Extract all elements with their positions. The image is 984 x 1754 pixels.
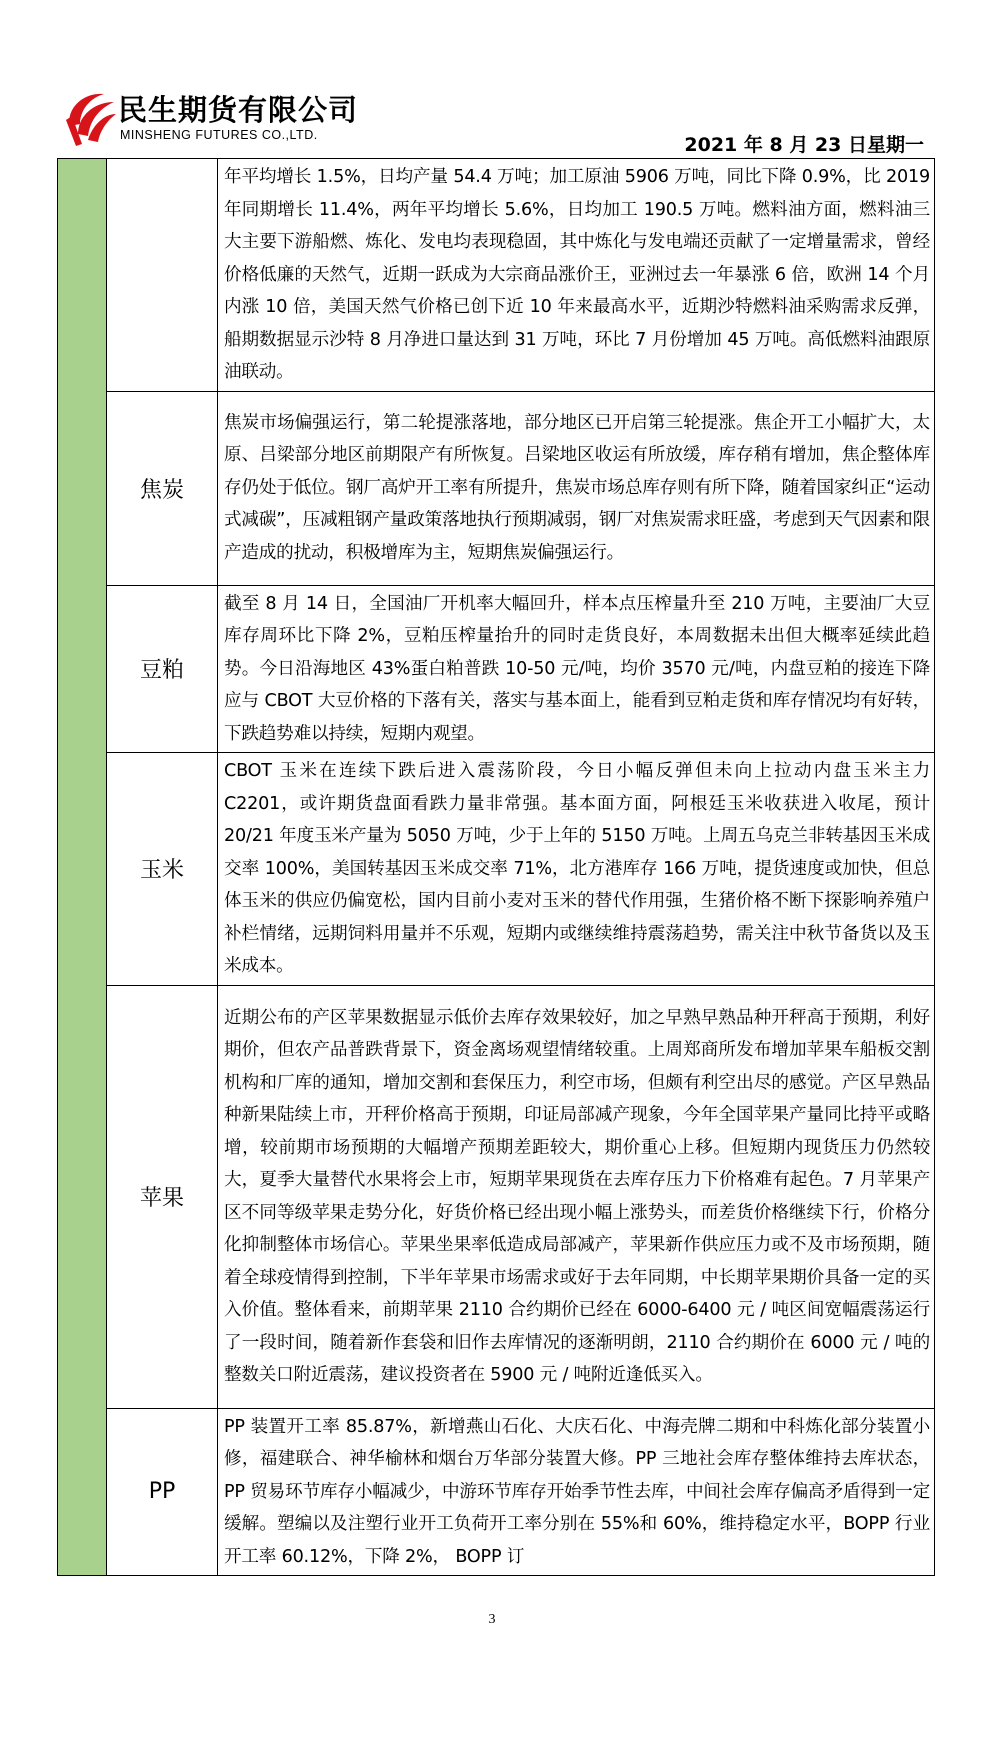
table-row (58, 753, 935, 986)
table-row (58, 159, 935, 392)
commodity-name: PP (107, 1408, 218, 1576)
page-header (0, 0, 984, 160)
commodity-commentary: 截至 8 月 14 日，全国油厂开机率大幅回升，样本点压榨量升至 210 万吨，主要油厂大豆库存周环比下降 2%，豆粕压榨量抬升的同时走货良好，本周数据未出但大概率延续此趋势。今日沿海地区 43%蛋白粕普跌 10-50 元/吨，均价 3570 元/吨，内盘豆粕的接连下降应与 CBOT 大豆价格的下落有关，落实与基本面上，能看到豆粕走货和库存情况均有好转，下跌趋势难以持续，短期内观望。 (218, 585, 935, 753)
commodity-name (107, 159, 218, 392)
company-name-en: MINSHENG FUTURES CO.,LTD. (120, 128, 318, 142)
table-row (58, 391, 935, 585)
commodity-commentary: CBOT 玉米在连续下跌后进入震荡阶段，今日小幅反弹但未向上拉动内盘玉米主力 C2201，或许期货盘面看跌力量非常强。基本面方面，阿根廷玉米收获进入收尾，预计 20/21 年度玉米产量为 5050 万吨，少于上年的 5150 万吨。上周五乌克兰非转基因玉米成交率 100%，美国转基因玉米成交率 71%，北方港库存 166 万吨，提货速度或加快，但总体玉米的供应仍偏宽松，国内目前小麦对玉米的替代作用强，生猪价格不断下探影响养殖户补栏情绪，远期饲料用量并不乐观，短期内或继续维持震荡趋势，需关注中秋节备货以及玉米成本。 (218, 753, 935, 986)
table-row (58, 1408, 935, 1576)
commentary-table (57, 158, 935, 1576)
report-date: 2021 年 8 月 23 日星期一 (684, 134, 924, 156)
commodity-name: 玉米 (107, 753, 218, 986)
commodity-name: 焦炭 (107, 391, 218, 585)
commodity-commentary: 近期公布的产区苹果数据显示低价去库存效果较好，加之早熟早熟品种开秤高于预期，利好期价，但农产品普跌背景下，资金离场观望情绪较重。上周郑商所发布增加苹果车船板交割机构和厂库的通知，增加交割和套保压力，利空市场，但颇有利空出尽的感觉。产区早熟品种新果陆续上市，开秤价格高于预期，印证局部减产现象，今年全国苹果产量同比持平或略增，较前期市场预期的大幅增产预期差距较大，期价重心上移。但短期内现货压力仍然较大，夏季大量替代水果将会上市，短期苹果现货在去库存压力下价格难有起色。7 月苹果产区不同等级苹果走势分化，好货价格已经出现小幅上涨势头，而差货价格继续下行，价格分化抑制整体市场信心。苹果坐果率低造成局部减产，苹果新作供应压力或不及市场预期，随着全球疫情得到控制，下半年苹果市场需求或好于去年同期，中长期苹果期价具备一定的买入价值。整体看来，前期苹果 2110 合约期价已经在 6000-6400 元 / 吨区间宽幅震荡运行了一段时间，随着新作套袋和旧作去库情况的逐渐明朗，2110 合约期价在 6000 元 / 吨的整数关口附近震荡，建议投资者在 5900 元 / 吨附近逢低买入。 (218, 985, 935, 1408)
category-column (58, 159, 107, 1576)
minsheng-logo-icon (64, 86, 118, 146)
table-row (58, 585, 935, 753)
commodity-commentary: 年平均增长 1.5%，日均产量 54.4 万吨；加工原油 5906 万吨，同比下降 0.9%，比 2019 年同期增长 11.4%，两年平均增长 5.6%，日均加工 190.5 万吨。燃料油方面，燃料油三大主要下游船燃、炼化、发电均表现稳固，其中炼化与发电端还贡献了一定增量需求，曾经价格低廉的天然气，近期一跃成为大宗商品涨价王，亚洲过去一年暴涨 6 倍，欧洲 14 个月内涨 10 倍，美国天然气价格已创下近 10 年来最高水平，近期沙特燃料油采购需求反弹，船期数据显示沙特 8 月净进口量达到 31 万吨，环比 7 月份增加 45 万吨。高低燃料油跟原油联动。 (218, 159, 935, 392)
page-number: 3 (488, 1612, 496, 1627)
table-row (58, 985, 935, 1408)
commodity-name: 苹果 (107, 985, 218, 1408)
commodity-commentary: PP 装置开工率 85.87%，新增燕山石化、大庆石化、中海壳牌二期和中科炼化部分装置小修，福建联合、神华榆林和烟台万华部分装置大修。PP 三地社会库存整体维持去库状态，PP 贸易环节库存小幅减少，中游环节库存开始季节性去库，中间社会库存偏高矛盾得到一定缓解。塑编以及注塑行业开工负荷开工率分别在 55%和 60%，维持稳定水平，BOPP 行业开工率 60.12%，下降 2%， BOPP 订 (218, 1408, 935, 1576)
company-name-cn: 民生期货有限公司 (118, 93, 359, 127)
commodity-name: 豆粕 (107, 585, 218, 753)
commodity-commentary: 焦炭市场偏强运行，第二轮提涨落地，部分地区已开启第三轮提涨。焦企开工小幅扩大，太原、吕梁部分地区前期限产有所恢复。吕梁地区收运有所放缓，库存稍有增加，焦企整体库存仍处于低位。钢厂高炉开工率有所提升，焦炭市场总库存则有所下降，随着国家纠正“运动式减碳”，压减粗钢产量政策落地执行预期减弱，钢厂对焦炭需求旺盛，考虑到天气因素和限产造成的扰动，积极增库为主，短期焦炭偏强运行。 (218, 391, 935, 585)
company-logo (64, 86, 364, 156)
